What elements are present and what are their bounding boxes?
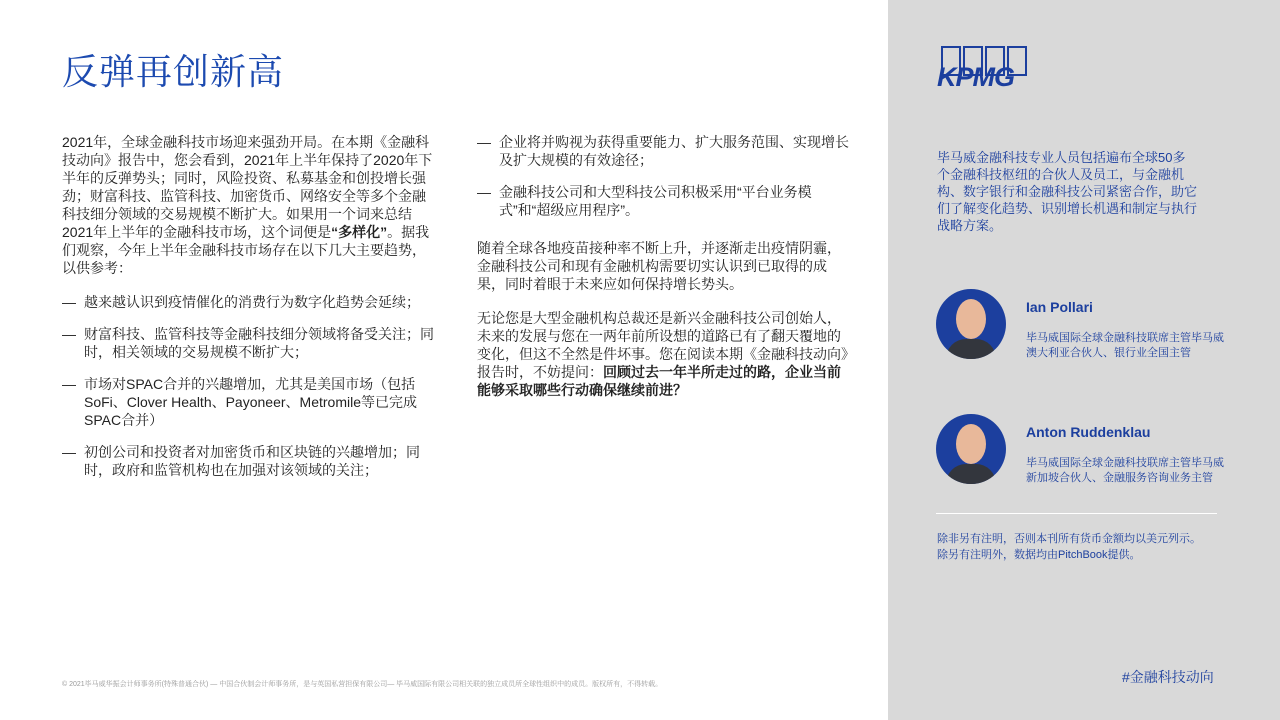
list-item-text: 金融科技公司和大型科技公司积极采用“平台业务模式”和“超级应用程序”。 <box>499 184 812 218</box>
sidebar-intro: 毕马威金融科技专业人员包括遍布全球50多个金融科技枢纽的合伙人及员工，与金融机构、数字银行和金融科技公司紧密合作，助它们了解变化趋势、识别增长机遇和制定与执行战略方案。 <box>937 150 1198 233</box>
list-item <box>62 293 438 311</box>
contact-role: 毕马威国际全球金融科技联席主管毕马威澳大利亚合伙人、银行业全国主管 <box>1026 332 1224 359</box>
list-item-text: 越来越认识到疫情催化的消费行为数字化趋势会延续； <box>84 294 420 310</box>
dash-marker: — <box>477 134 491 150</box>
contact-role: 毕马威国际全球金融科技联席主管毕马威新加坡合伙人、金融服务咨询业务主管 <box>1026 457 1224 484</box>
list-item-text: 企业将并购视为获得重要能力、扩大服务范围、实现增长及扩大规模的有效途径； <box>499 134 849 168</box>
dash-marker: — <box>477 184 491 200</box>
avatar-shirt <box>946 464 996 484</box>
intro-paragraph <box>62 133 438 277</box>
list-item <box>62 325 438 361</box>
closing-question: 回顾过去一年半所走过的路，企业当前能够采取哪些行动确保继续前进？ <box>477 364 841 398</box>
avatar-face <box>956 299 986 339</box>
intro-text-2: 。据我们观察，今年上半年金融科技市场存在以下几大主要趋势，以供参考： <box>62 224 430 276</box>
list-item-text: 财富科技、监管科技等金融科技细分领域将备受关注；同时，相关领域的交易规模不断扩大； <box>84 326 434 360</box>
hashtag-link[interactable]: #金融科技动向 <box>1122 669 1214 685</box>
list-item <box>477 133 849 169</box>
avatar-face <box>956 424 986 464</box>
closing-text: 无论您是大型金融机构总裁还是新兴金融科技公司创始人，未来的发展与您在一两年前所设想的道路已有了翻天覆地的变化，但这不全然是件坏事。您在阅读本期《金融科技动向》报告时，不妨提问： <box>477 310 848 380</box>
list-item <box>477 183 849 219</box>
list-item <box>62 443 438 479</box>
closing-paragraph <box>477 309 849 399</box>
dash-marker: — <box>62 376 76 392</box>
sidebar-divider <box>936 513 1217 514</box>
avatar <box>936 414 1006 484</box>
intro-keyword: “多样化” <box>331 224 388 240</box>
left-column <box>62 133 438 493</box>
copyright-footnote: © 2021毕马威华振会计师事务所(特殊普通合伙) — 中国合伙制会计师事务所，是与英国私营担保有限公司— 毕马威国际有限公司相关联的独立成员所全球性组织中的成员。版权所有，不得转载。 <box>62 681 663 688</box>
right-column <box>477 133 849 415</box>
currency-note: 除非另有注明，否则本刊所有货币金额均以美元列示。除另有注明外，数据均由PitchBook提供。 <box>937 533 1201 561</box>
page-title: 反弹再创新高 <box>62 51 285 92</box>
vaccine-paragraph: 随着全球各地疫苗接种率不断上升，并逐渐走出疫情阴霾，金融科技公司和现有金融机构需要切实认识到已取得的成果，同时着眼于未来应如何保持增长势头。 <box>477 240 841 292</box>
avatar-shirt <box>946 339 996 359</box>
contact-name: Ian Pollari <box>1026 299 1093 315</box>
list-item <box>62 375 438 429</box>
intro-text-1: 2021年，全球金融科技市场迎来强劲开局。在本期《金融科技动向》报告中，您会看到，2021年上半年保持了2020年下半年的反弹势头；同时，风险投资、私募基金和创投增长强劲；财富科技、监管科技、加密货币、网络安全等多个金融科技细分领域的交易规模不断扩大。如果用一个词来总结2021年上半年的金融科技市场，这个词便是 <box>62 134 433 240</box>
dash-marker: — <box>62 294 76 310</box>
logo-wordmark: KPMG <box>937 62 1014 92</box>
dash-marker: — <box>62 326 76 342</box>
kpmg-logo <box>937 46 1047 92</box>
avatar <box>936 289 1006 359</box>
dash-marker: — <box>62 444 76 460</box>
contact-name: Anton Ruddenklau <box>1026 424 1151 440</box>
list-item-text: 初创公司和投资者对加密货币和区块链的兴趣增加；同时，政府和监管机构也在加强对该领域的关注； <box>84 444 420 478</box>
list-item-text: 市场对SPAC合并的兴趣增加，尤其是美国市场（包括SoFi、Clover Health、Payoneer、Metromile等已完成SPAC合并） <box>84 376 417 428</box>
